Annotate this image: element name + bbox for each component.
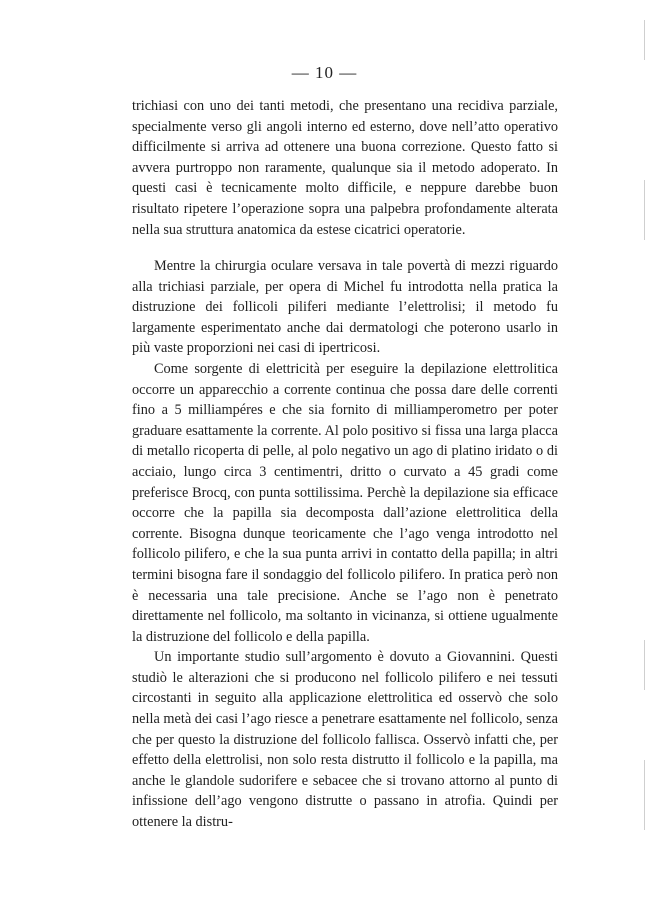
text-block-main xyxy=(132,256,558,833)
text-block-top xyxy=(132,96,558,240)
scan-edge-mark xyxy=(644,760,645,830)
scan-edge-mark xyxy=(644,640,645,690)
paragraph-3: Come sorgente di elettricità per eseguire la depilazione elettrolitica occorre un apparecchio a corrente continua che possa dare delle correnti fino a 5 milliampéres e che sia fornito di milliamperometro per poter graduare esattamente la corrente. Al polo positivo si fissa una larga placca di metallo ricoperta di pelle, al polo negativo un ago di platino iridato o di acciaio, lungo circa 3 centimentri, dritto o curvato a 45 gradi come preferisce Brocq, con punta sottilissima. Perchè la depilazione sia efficace occorre che la papilla sia decomposta dall’azione elettrolitica della corrente. Bisogna dunque teoricamente che l’ago venga introdotto nel follicolo pilifero, e che la sua punta arrivi in contatto della papilla; in altri termini bisogna fare il sondaggio del follicolo pilifero. In pratica però non è necessaria una tale precisione. Anche se l’ago non è penetrato direttamente nel follicolo, ma soltanto in vicinanza, si ottiene ugualmente la distruzione del follicolo e della papilla. xyxy=(132,360,558,645)
paragraph-2: Mentre la chirurgia oculare versava in tale povertà di mezzi riguardo alla trichiasi parziale, per opera di Michel fu introdotta nella pratica la distruzione dei follicoli piliferi mediante l’elettrolisi; il metodo fu largamente esperimentato anche dai dermatologi che poterono usarlo in più vaste proporzioni nei casi di ipertricosi. xyxy=(132,258,558,357)
scan-edge-mark xyxy=(644,180,645,240)
paragraph-4: Un importante studio sull’argomento è dovuto a Giovannini. Questi studiò le alterazioni che si producono nel follicolo pilifero e nei tessuti circostanti in seguito alla applicazione elettrolitica ed osservò che solo nella metà dei casi l’ago riesce a penetrare esattamente nel follicolo, senza che per questo la distruzione del follicolo fallisca. Osservò infatti che, per effetto della elettrolisi, non solo resta distrutto il follicolo e la papilla, ma anche le glandole sudorifere e sebacee che si trovano attorno al punto di infissione dell’ago vengono distrutte o passano in atrofia. Quindi per ottenere la distru- xyxy=(132,649,558,831)
paragraph-1: trichiasi con uno dei tanti metodi, che presentano una recidiva parziale, specialmente verso gli angoli interno ed esterno, dove nell’atto operativo difficilmente si arriva ad ottenere una buona correzione. Questo fatto si avvera purtroppo non raramente, qualunque sia il metodo adoperato. In questi casi è tecnicamente molto difficile, e neppure darebbe buon risultato ripetere l’operazione sopra una palpebra profondamente alterata nella sua struttura anatomica da estese cicatrici operatorie. xyxy=(132,98,558,238)
scan-edge-mark xyxy=(644,20,645,60)
page-number: — 10 — xyxy=(291,63,358,82)
